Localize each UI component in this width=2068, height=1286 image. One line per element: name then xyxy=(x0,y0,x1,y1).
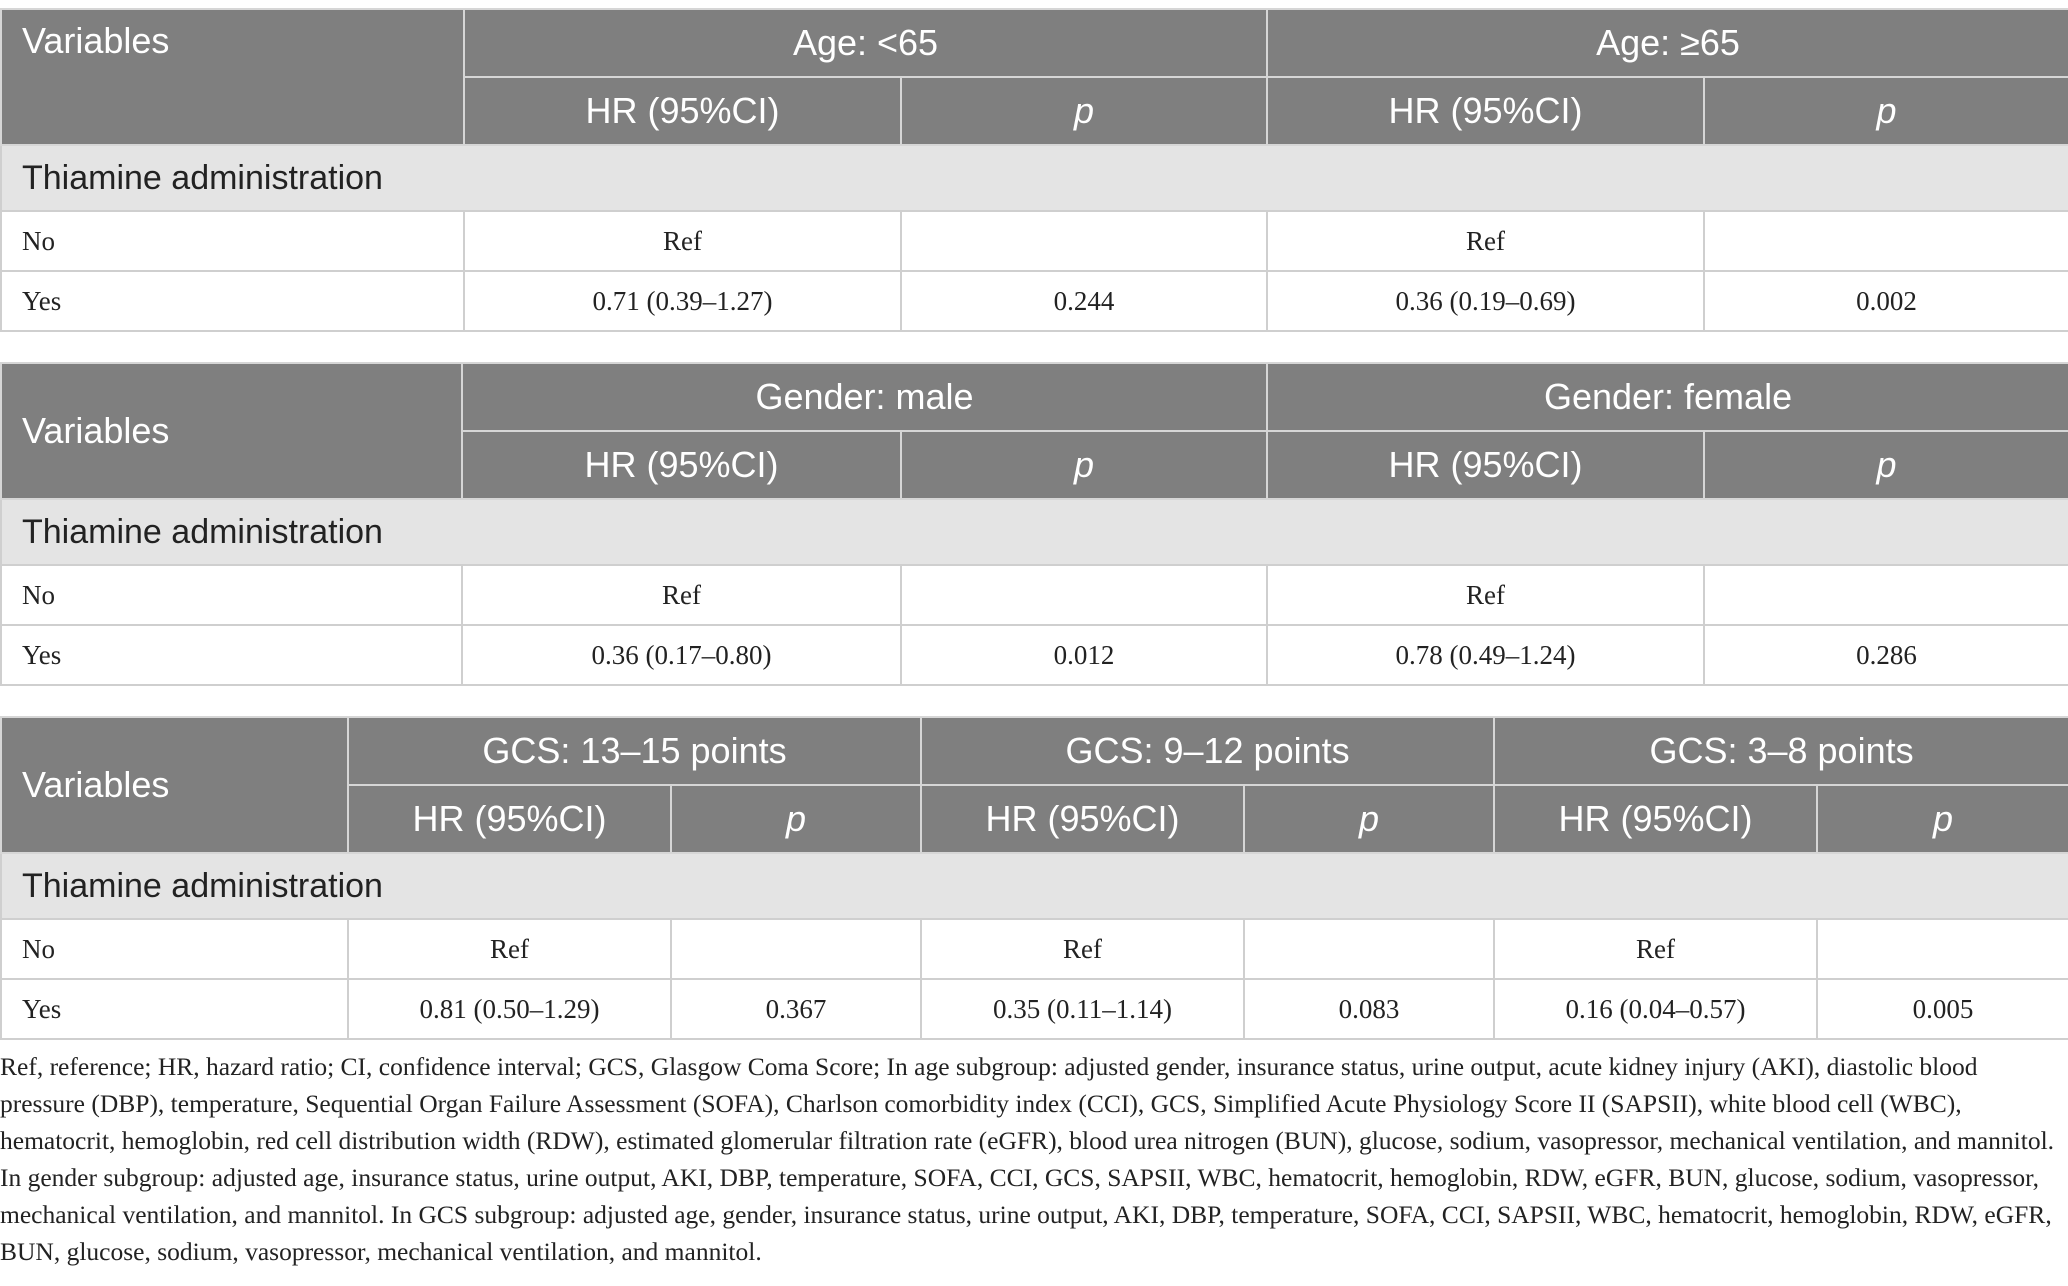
group-header: Age: ≥65 xyxy=(1267,9,2068,77)
p-cell: 0.002 xyxy=(1704,271,2068,331)
table-row xyxy=(1,211,2068,271)
p-cell: 0.244 xyxy=(901,271,1267,331)
p-value-header: p xyxy=(1704,77,2068,145)
table-row xyxy=(1,271,2068,331)
p-value-header: p xyxy=(901,77,1267,145)
p-cell xyxy=(1704,565,2068,625)
hr-cell: 0.16 (0.04–0.57) xyxy=(1494,979,1817,1039)
p-value-header: p xyxy=(1817,785,2068,853)
p-value-header: p xyxy=(671,785,921,853)
group-header: GCS: 9–12 points xyxy=(921,717,1494,785)
table-row xyxy=(1,919,2068,979)
p-cell xyxy=(901,211,1267,271)
variables-header: Variables xyxy=(1,363,462,499)
hr-cell: Ref xyxy=(921,919,1244,979)
p-cell xyxy=(1244,919,1494,979)
hr-cell: 0.36 (0.19–0.69) xyxy=(1267,271,1704,331)
hr-ci-header: HR (95%CI) xyxy=(464,77,901,145)
row-label: No xyxy=(1,919,348,979)
p-cell: 0.005 xyxy=(1817,979,2068,1039)
row-label: Yes xyxy=(1,979,348,1039)
section-row: Thiamine administration xyxy=(1,853,2068,919)
hr-ci-header: HR (95%CI) xyxy=(921,785,1244,853)
hr-cell: 0.36 (0.17–0.80) xyxy=(462,625,901,685)
group-header: GCS: 13–15 points xyxy=(348,717,921,785)
row-label: Yes xyxy=(1,625,462,685)
row-label: Yes xyxy=(1,271,464,331)
hr-ci-header: HR (95%CI) xyxy=(1267,431,1704,499)
gender-subgroup-table xyxy=(0,362,2068,686)
p-cell xyxy=(671,919,921,979)
hr-cell: Ref xyxy=(1267,211,1704,271)
p-value-header: p xyxy=(1704,431,2068,499)
p-cell: 0.012 xyxy=(901,625,1267,685)
tables-container xyxy=(0,8,2068,1070)
age-subgroup-table xyxy=(0,8,2068,332)
hr-cell: Ref xyxy=(462,565,901,625)
table-footnote: Ref, reference; HR, hazard ratio; CI, confidence interval; GCS, Glasgow Coma Score; In age subgroup: adjusted gender, insurance status, urine output, acute kidney injury (AKI), diastolic blood pressure (DBP), temperature, Sequential Organ Failure Assessment (SOFA), Charlson comorbidity index (CCI), GCS, Simplified Acute Physiology Score II (SAPSII), white blood cell (WBC), hematocrit, hemoglobin, red cell distribution width (RDW), estimated glomerular filtration rate (eGFR), blood urea nitrogen (BUN), glucose, sodium, vasopressor, mechanical ventilation, and mannitol. In gender subgroup: adjusted age, insurance status, urine output, AKI, DBP, temperature, SOFA, CCI, GCS, SAPSII, WBC, hematocrit, hemoglobin, RDW, eGFR, BUN, glucose, sodium, vasopressor, mechanical ventilation, and mannitol. In GCS subgroup: adjusted age, gender, insurance status, urine output, AKI, DBP, temperature, SOFA, CCI, SAPSII, WBC, hematocrit, hemoglobin, RDW, eGFR, BUN, glucose, sodium, vasopressor, mechanical ventilation, and mannitol. xyxy=(0,1052,2055,1266)
section-row: Thiamine administration xyxy=(1,145,2068,211)
p-cell xyxy=(901,565,1267,625)
hr-cell: Ref xyxy=(1494,919,1817,979)
group-header: GCS: 3–8 points xyxy=(1494,717,2068,785)
hr-ci-header: HR (95%CI) xyxy=(1267,77,1704,145)
row-label: No xyxy=(1,211,464,271)
p-cell xyxy=(1704,211,2068,271)
hr-ci-header: HR (95%CI) xyxy=(348,785,671,853)
row-label: No xyxy=(1,565,462,625)
p-cell: 0.367 xyxy=(671,979,921,1039)
p-cell: 0.083 xyxy=(1244,979,1494,1039)
p-cell xyxy=(1817,919,2068,979)
hr-cell: 0.78 (0.49–1.24) xyxy=(1267,625,1704,685)
hr-cell: Ref xyxy=(464,211,901,271)
group-header: Gender: female xyxy=(1267,363,2068,431)
hr-cell: 0.35 (0.11–1.14) xyxy=(921,979,1244,1039)
group-header: Gender: male xyxy=(462,363,1267,431)
table-row xyxy=(1,625,2068,685)
p-cell: 0.286 xyxy=(1704,625,2068,685)
table-row xyxy=(1,979,2068,1039)
hr-cell: Ref xyxy=(1267,565,1704,625)
variables-header: Variables xyxy=(1,717,348,853)
section-row: Thiamine administration xyxy=(1,499,2068,565)
table-row xyxy=(1,565,2068,625)
hr-cell: 0.71 (0.39–1.27) xyxy=(464,271,901,331)
gcs-subgroup-table xyxy=(0,716,2068,1040)
p-value-header: p xyxy=(1244,785,1494,853)
hr-ci-header: HR (95%CI) xyxy=(462,431,901,499)
hr-cell: 0.81 (0.50–1.29) xyxy=(348,979,671,1039)
group-header: Age: <65 xyxy=(464,9,1267,77)
p-value-header: p xyxy=(901,431,1267,499)
hr-cell: Ref xyxy=(348,919,671,979)
variables-header: Variables xyxy=(1,9,464,145)
hr-ci-header: HR (95%CI) xyxy=(1494,785,1817,853)
